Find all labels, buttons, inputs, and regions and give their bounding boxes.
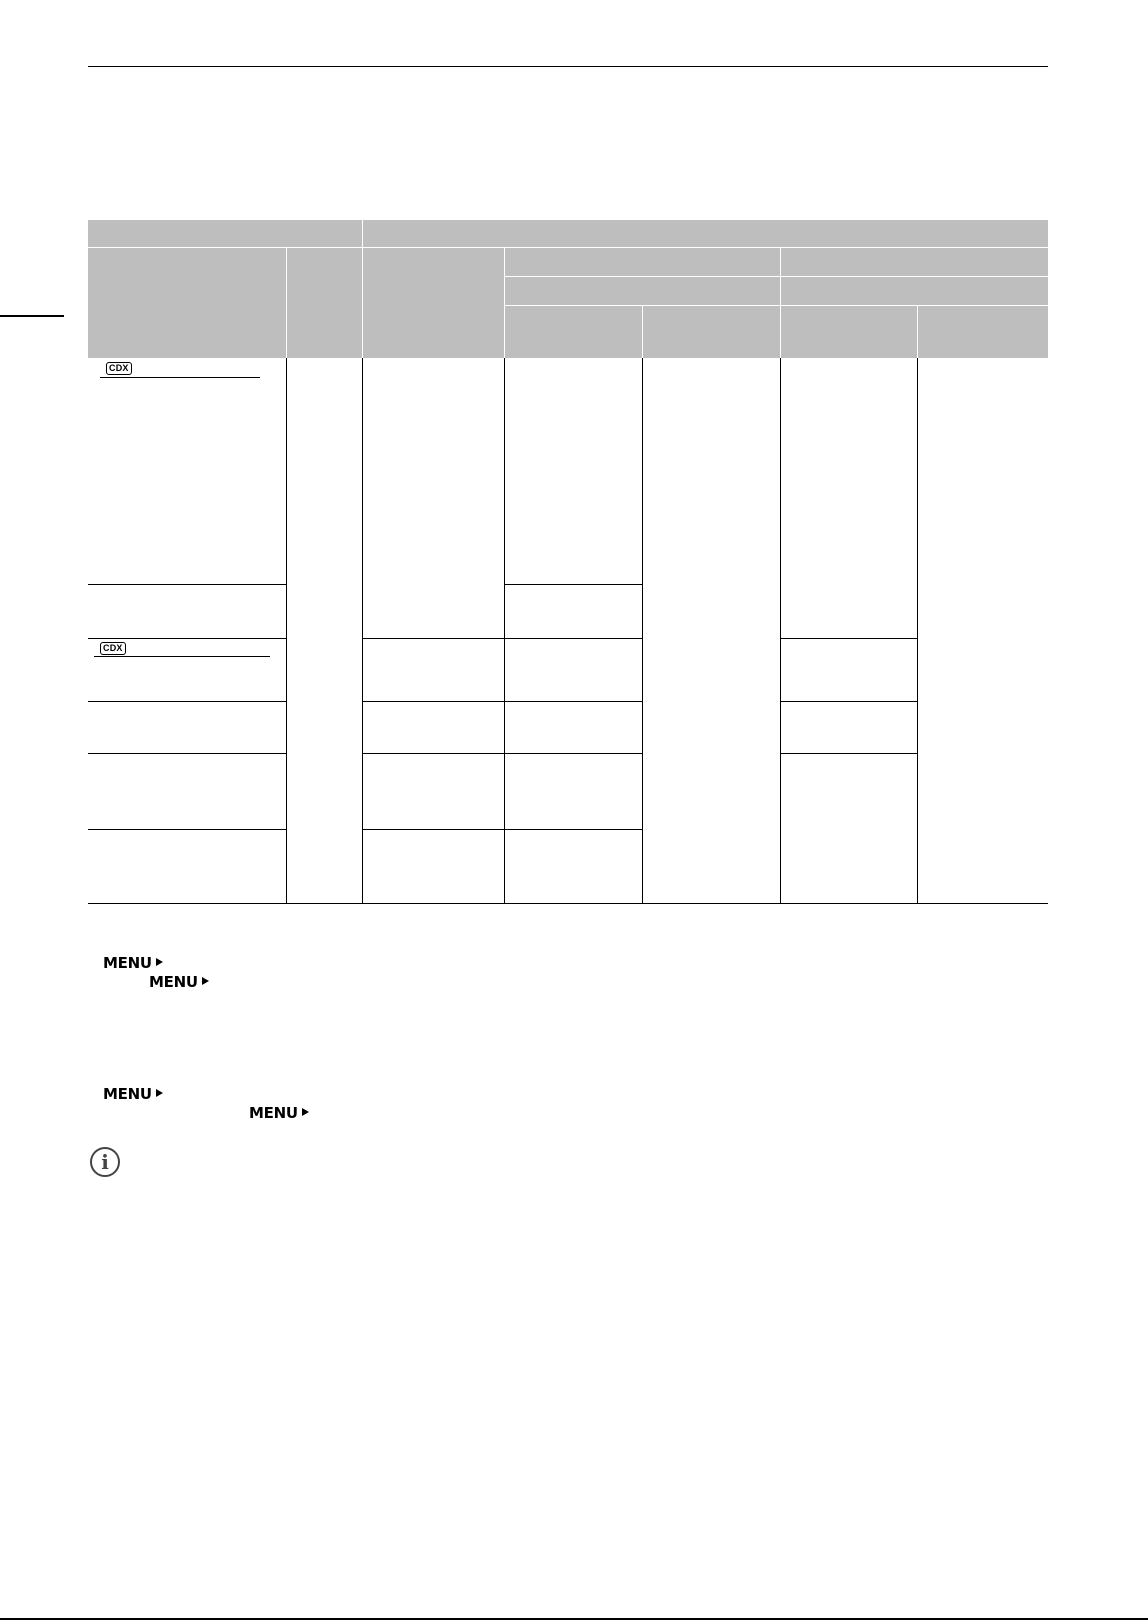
table-header-block xyxy=(88,248,1048,358)
information-icon: i xyxy=(90,1147,120,1177)
right-triangle-icon xyxy=(156,958,163,966)
underline-rule xyxy=(100,377,260,378)
right-triangle-icon xyxy=(302,1108,309,1116)
table-header-row-1 xyxy=(88,220,1048,247)
menu-reference xyxy=(249,1106,309,1121)
menu-reference xyxy=(103,956,163,971)
menu-reference xyxy=(149,975,209,990)
cdx-marker: CDX xyxy=(106,362,132,375)
menu-label: MENU xyxy=(249,1104,298,1122)
right-triangle-icon xyxy=(156,1089,163,1097)
menu-label: MENU xyxy=(103,1085,152,1103)
menu-label: MENU xyxy=(149,973,198,991)
menu-reference xyxy=(103,1087,163,1102)
right-triangle-icon xyxy=(202,977,209,985)
table-row xyxy=(88,359,286,383)
cdx-marker: CDX xyxy=(100,642,126,655)
table-row xyxy=(88,639,286,663)
menu-label: MENU xyxy=(103,954,152,972)
page-bottom-rule xyxy=(0,1618,1148,1620)
underline-rule xyxy=(94,656,270,657)
